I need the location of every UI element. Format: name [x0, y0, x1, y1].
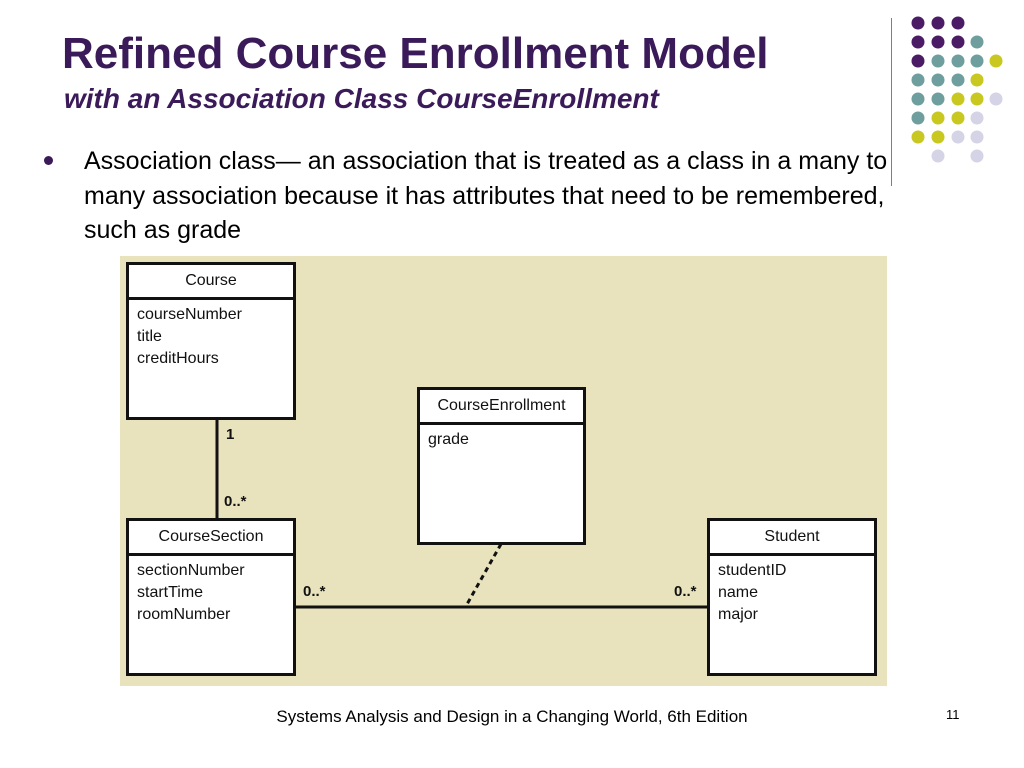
decor-dot: [952, 112, 965, 125]
decor-dot: [912, 93, 925, 106]
decor-dot: [971, 93, 984, 106]
decor-dot: [932, 74, 945, 87]
class-name: CourseSection: [129, 521, 293, 556]
attribute: studentID: [718, 562, 787, 579]
decor-dot: [932, 36, 945, 49]
attribute: title: [137, 328, 162, 345]
attribute: major: [718, 606, 759, 623]
class-student: [707, 518, 877, 676]
decor-dot: [932, 55, 945, 68]
decor-dot: [952, 93, 965, 106]
decor-dot: [952, 131, 965, 144]
slide-footer: Systems Analysis and Design in a Changing World, 6th Edition: [276, 707, 748, 726]
page-number: 11: [946, 707, 960, 722]
attribute: roomNumber: [137, 606, 231, 623]
decor-dot: [952, 55, 965, 68]
decor-dot: [912, 36, 925, 49]
attribute: startTime: [137, 584, 204, 601]
decor-dot: [971, 55, 984, 68]
multiplicity-section-student: 0..*: [303, 583, 326, 600]
class-attributes: [420, 425, 583, 455]
multiplicity-course: 1: [226, 426, 235, 443]
attribute: name: [718, 584, 759, 601]
uml-diagram: [120, 256, 887, 686]
decor-dot: [932, 93, 945, 106]
class-name: Course: [129, 265, 293, 300]
bullet-text: Association class— an association that is treated as a class in a many to many association because it has attributes that need to be remembered, such as grade: [84, 147, 888, 244]
bullet-marker: [44, 156, 53, 165]
association-class-link: [466, 544, 501, 606]
decor-dot: [971, 150, 984, 163]
decor-dot: [990, 55, 1003, 68]
decor-dot: [912, 55, 925, 68]
attribute: grade: [428, 431, 469, 448]
attribute: sectionNumber: [137, 562, 245, 579]
class-course-section: [126, 518, 296, 676]
slide-title: Refined Course Enrollment Model: [62, 29, 769, 78]
decor-dot: [990, 93, 1003, 106]
decor-dot: [932, 17, 945, 30]
attribute: courseNumber: [137, 306, 242, 323]
decor-dot: [912, 74, 925, 87]
class-course: [126, 262, 296, 420]
decor-dot: [971, 112, 984, 125]
multiplicity-section-course: 0..*: [224, 493, 247, 510]
decor-dot: [912, 112, 925, 125]
attribute: creditHours: [137, 350, 219, 367]
decor-dot: [952, 36, 965, 49]
decor-dot: [932, 131, 945, 144]
decor-dot: [912, 131, 925, 144]
class-name: CourseEnrollment: [420, 390, 583, 425]
decor-dot: [952, 17, 965, 30]
class-attributes: [710, 556, 874, 630]
decor-dot: [932, 112, 945, 125]
class-attributes: [129, 556, 293, 630]
decor-dot: [952, 74, 965, 87]
divider-line: [891, 18, 892, 186]
decor-dot: [971, 131, 984, 144]
decor-dot: [971, 36, 984, 49]
multiplicity-student: 0..*: [674, 583, 697, 600]
class-name: Student: [710, 521, 874, 556]
slide-subtitle: with an Association Class CourseEnrollment: [64, 83, 659, 114]
decor-dot: [971, 74, 984, 87]
class-course-enrollment: [417, 387, 586, 545]
class-attributes: [129, 300, 293, 374]
decor-dot: [912, 17, 925, 30]
decor-dot: [932, 150, 945, 163]
